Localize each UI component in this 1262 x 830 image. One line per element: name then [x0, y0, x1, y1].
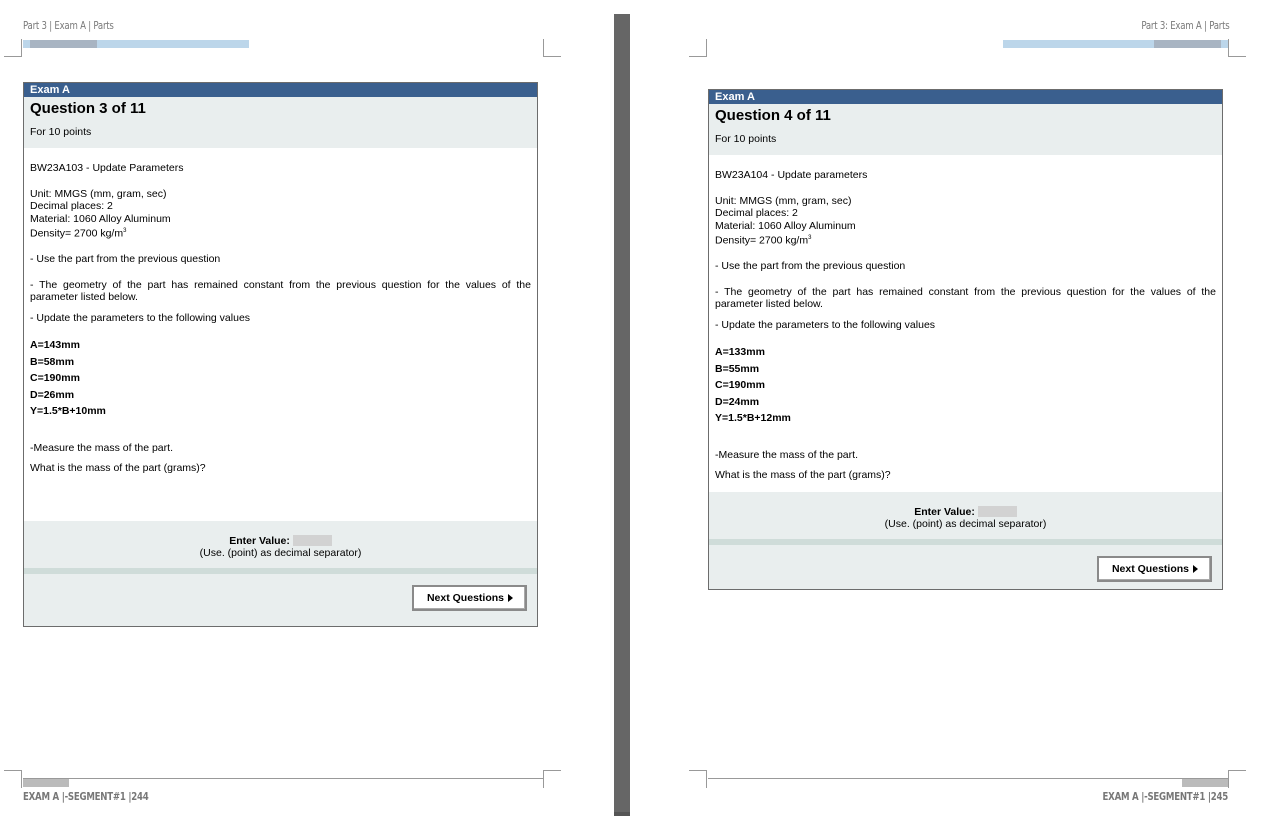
page-header-text: Part 3: Exam A | Parts	[1140, 20, 1229, 32]
answer-input[interactable]	[978, 506, 1017, 517]
question-panel	[23, 82, 538, 627]
enter-value-label: Enter Value:	[229, 534, 290, 547]
decimal-places-text: Decimal places: 2	[30, 200, 113, 212]
crop-mark	[1228, 770, 1246, 788]
exam-tab: Exam A	[709, 90, 1222, 104]
question-header	[24, 97, 537, 148]
material-text: Material: 1060 Alloy Aluminum	[715, 219, 856, 232]
footer-bar	[1182, 779, 1228, 787]
unit-text: Unit: MMGS (mm, gram, sec)	[30, 187, 167, 200]
density-text: Density= 2700 $kg/m^3$	[715, 234, 812, 247]
page-footer-text: EXAM A |-SEGMENT#1 |245	[1102, 791, 1228, 803]
param-value: C=190mm	[715, 379, 765, 391]
play-arrow-icon	[1193, 565, 1198, 573]
param-value: C=190mm	[30, 372, 80, 384]
param-value: Y=1.5*B+10mm	[30, 405, 106, 417]
page-header-text: Part 3 | Exam A | Parts	[23, 20, 114, 32]
param-value: D=24mm	[715, 395, 760, 408]
instruction-3: - Update the parameters to the following values	[715, 318, 936, 331]
question-body	[24, 148, 537, 521]
question-prompt: What is the mass of the part (grams)?	[715, 469, 891, 481]
question-panel	[708, 89, 1223, 590]
book-spine	[614, 14, 630, 814]
left-page	[0, 0, 614, 830]
param-value: Y=1.5*B+12mm	[715, 412, 791, 424]
answer-area	[709, 492, 1222, 539]
param-value: A=143mm	[30, 339, 80, 351]
question-points: For 10 points	[30, 126, 92, 138]
footer-rule	[23, 778, 543, 779]
crop-mark	[4, 39, 22, 57]
measure-instruction: -Measure the mass of the part.	[715, 448, 858, 461]
nav-area	[24, 574, 537, 626]
density-text: Density= 2700 $kg/m^3$	[30, 227, 127, 240]
instruction-1: - Use the part from the previous question	[30, 253, 221, 265]
footer-bar	[23, 779, 69, 787]
next-questions-button[interactable]: Next Questions	[412, 585, 527, 611]
next-questions-button[interactable]: Next Questions	[1097, 556, 1212, 582]
crop-mark	[4, 770, 22, 788]
question-code: BW23A104 - Update parameters	[715, 169, 868, 181]
right-page	[630, 0, 1262, 830]
param-value: A=133mm	[715, 346, 765, 358]
instruction-1: - Use the part from the previous question	[715, 260, 906, 272]
header-bar-accent	[30, 40, 97, 48]
question-body	[709, 155, 1222, 492]
footer-rule	[708, 778, 1228, 779]
page-footer-text: EXAM A |-SEGMENT#1 |244	[23, 791, 149, 803]
crop-mark	[689, 39, 707, 57]
nav-area	[709, 545, 1222, 589]
crop-mark	[1228, 39, 1246, 57]
question-code: BW23A103 - Update Parameters	[30, 162, 184, 174]
exam-tab: Exam A	[24, 83, 537, 97]
question-title: Question 3 of 11	[30, 100, 146, 117]
separator-note: (Use. (point) as decimal separator)	[199, 546, 362, 559]
separator-note: (Use. (point) as decimal separator)	[884, 517, 1047, 530]
question-title: Question 4 of 11	[715, 107, 831, 124]
instruction-2: - The geometry of the part has remained constant from the previous question for the values of the parameter listed below.	[715, 285, 1216, 310]
measure-instruction: -Measure the mass of the part.	[30, 441, 173, 454]
unit-text: Unit: MMGS (mm, gram, sec)	[715, 194, 852, 207]
question-header	[709, 104, 1222, 155]
question-prompt: What is the mass of the part (grams)?	[30, 462, 206, 474]
param-value: B=58mm	[30, 355, 75, 368]
instruction-3: - Update the parameters to the following values	[30, 311, 251, 324]
question-points: For 10 points	[715, 133, 777, 145]
answer-area	[24, 521, 537, 568]
header-bar-accent	[1154, 40, 1221, 48]
play-arrow-icon	[508, 594, 513, 602]
answer-input[interactable]	[293, 535, 332, 546]
crop-mark	[689, 770, 707, 788]
param-value: B=55mm	[715, 362, 760, 375]
material-text: Material: 1060 Alloy Aluminum	[30, 212, 171, 225]
crop-mark	[543, 39, 561, 57]
param-value: D=26mm	[30, 388, 75, 401]
decimal-places-text: Decimal places: 2	[715, 207, 798, 219]
instruction-2: - The geometry of the part has remained constant from the previous question for the values of the parameter listed below.	[30, 278, 531, 303]
enter-value-label: Enter Value:	[914, 505, 975, 518]
crop-mark	[543, 770, 561, 788]
